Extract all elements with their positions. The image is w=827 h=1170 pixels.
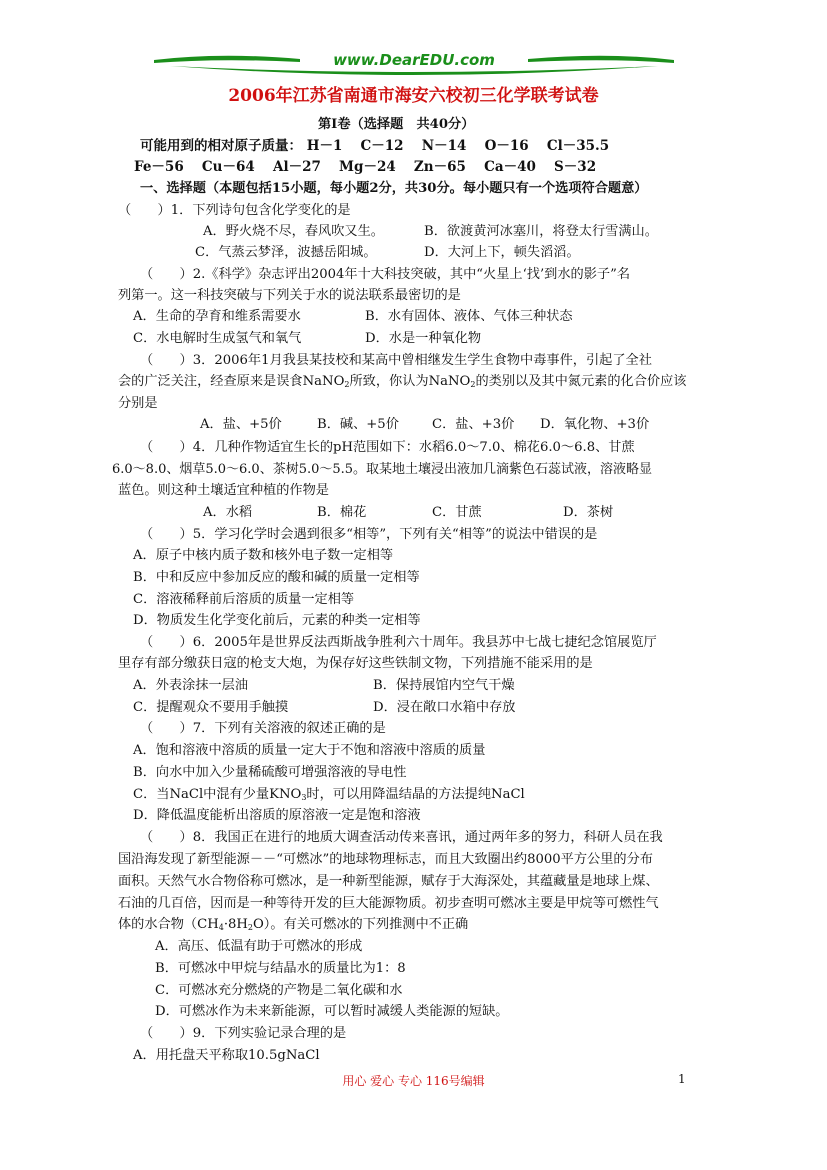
footer-editor-note: 用心 爱心 专心 116号编辑 <box>342 1074 485 1088</box>
q8-stem-line-3: 面积。天然气水合物俗称可燃冰，是一种新型能源，赋存于大海深处，其蕴藏量是地球上煤、 <box>118 874 659 889</box>
q8-stem-line-4: 石油的几百倍，因而是一种等待开发的巨大能源物质。初步查明可燃冰主要是甲烷等可燃性气 <box>118 896 659 911</box>
q5-option-a: A．原子中核内质子数和核外电子数一定相等 <box>133 548 394 563</box>
exam-title: 2006年江苏省南通市海安六校初三化学联考试卷 <box>228 86 599 106</box>
q6-stem-line-2: 里存有部分缴获日寇的枪支大炮，为保存好这些铁制文物，下列措施不能采用的是 <box>118 656 593 671</box>
q6-option-d: D．浸在敞口水箱中存放 <box>373 700 516 715</box>
q7-stem: （ ）7．下列有关溶液的叙述正确的是 <box>140 721 386 736</box>
q8-stem-line-1: （ ）8．我国正在进行的地质大调查活动传来喜讯，通过两年多的努力，科研人员在我 <box>140 830 663 845</box>
q3-stem-line-2: 会的广泛关注，经查原来是误食NaNO$_2$所致，你认为NaNO$_2$的类别以及其中氮元素的化合价应该 <box>118 374 687 389</box>
q3-option-b: B．碱、+5价 <box>317 417 399 432</box>
q8-stem-line-2: 国沿海发现了新型能源－－“可燃冰”的地球物理标志，而且大致圈出约8000平方公里的分布 <box>118 852 653 867</box>
q8-option-b: B．可燃冰中甲烷与结晶水的质量比为1：8 <box>155 961 406 976</box>
q8-option-c: C．可燃冰充分燃烧的产物是二氧化碳和水 <box>155 983 403 998</box>
q4-option-d: D．茶树 <box>563 505 614 520</box>
q2-stem-line-1: （ ）2.《科学》杂志评出2004年十大科技突破，其中“火星上‘找’到水的影子”名 <box>140 267 631 282</box>
q2-option-c: C．水电解时生成氢气和氧气 <box>133 331 302 346</box>
q3-stem-line-1: （ ）3．2006年1月我县某技校和某高中曾相继发生学生食物中毒事件，引起了全社 <box>140 353 652 368</box>
site-url: www.DearEDU.com <box>333 51 495 69</box>
q7-option-a: A．饱和溶液中溶质的质量一定大于不饱和溶液中溶质的质量 <box>133 743 486 758</box>
atomic-masses-line-2: Fe－56 Cu－64 Al－27 Mg－24 Zn－65 Ca－40 S－32 <box>134 159 597 175</box>
atomic-masses-line-1: 可能用到的相对原子质量： H－1 C－12 N－14 O－16 Cl－35.5 <box>140 138 610 154</box>
q5-option-c: C．溶液稀释前后溶质的质量一定相等 <box>133 592 355 607</box>
q3-option-d: D．氧化物、+3价 <box>540 417 650 432</box>
q3-option-a: A．盐、+5价 <box>200 417 282 432</box>
q6-option-c: C．提醒观众不要用手触摸 <box>133 700 289 715</box>
q1-option-a: A．野火烧不尽，春风吹又生。 <box>203 224 384 239</box>
q2-option-d: D．水是一种氧化物 <box>365 331 482 346</box>
q4-option-b: B．棉花 <box>317 505 367 520</box>
q3-option-c: C．盐、+3价 <box>432 417 515 432</box>
q6-option-a: A．外表涂抹一层油 <box>133 678 249 693</box>
q4-stem-line-3: 蓝色。则这种土壤适宜种植的作物是 <box>118 483 329 498</box>
q5-option-b: B．中和反应中参加反应的酸和碱的质量一定相等 <box>133 570 420 585</box>
q5-stem: （ ）5．学习化学时会遇到很多“相等”，下列有关“相等”的说法中错误的是 <box>140 527 598 542</box>
q4-option-c: C．甘蔗 <box>432 505 482 520</box>
q6-stem-line-1: （ ）6．2005年是世界反法西斯战争胜利六十周年。我县苏中七战七捷纪念馆展览厅 <box>140 635 657 650</box>
q1-option-d: D．大河上下，顿失滔滔。 <box>424 245 580 260</box>
q7-option-d: D．降低温度能析出溶质的原溶液一定是饱和溶液 <box>133 808 421 823</box>
site-header-banner <box>150 50 678 84</box>
part1-heading: 一、选择题（本题包括15小题，每小题2分，共30分。每小题只有一个选项符合题意） <box>140 181 648 196</box>
page-number: 1 <box>678 1072 686 1086</box>
q2-option-b: B．水有固体、液体、气体三种状态 <box>365 309 573 324</box>
q6-option-b: B．保持展馆内空气干燥 <box>373 678 515 693</box>
q7-option-b: B．向水中加入少量稀硫酸可增强溶液的导电性 <box>133 765 407 780</box>
q7-option-c: C．当NaCl中混有少量$KNO_3$时，可以用降温结晶的方法提纯NaCl <box>133 787 525 802</box>
q3-stem-line-3: 分别是 <box>118 396 158 411</box>
q8-option-d: D．可燃冰作为未来新能源，可以暂时减缓人类能源的短缺。 <box>155 1004 509 1019</box>
q5-option-d: D．物质发生化学变化前后，元素的种类一定相等 <box>133 613 421 628</box>
q4-stem-line-2: 6.0～8.0、烟草5.0～6.0、茶树5.0～5.5。取某地土壤浸出液加几滴紫色石蕊试液，溶液略显 <box>112 462 653 477</box>
q1-option-b: B．欲渡黄河冰塞川，将登太行雪满山。 <box>424 224 658 239</box>
q8-option-a: A．高压、低温有助于可燃冰的形成 <box>155 939 363 954</box>
q9-option-a: A．用托盘天平称取10.5gNaCl <box>133 1048 320 1063</box>
section-title: 第Ⅰ卷（选择题 共40分） <box>318 117 475 132</box>
q1-stem: （ ）1．下列诗句包含化学变化的是 <box>118 203 351 218</box>
q8-stem-line-5: 体的水合物$(CH_4\cdot 8H_2O)$。有关可燃冰的下列推测中不正确 <box>118 917 469 932</box>
q1-option-c: C．气蒸云梦泽，波撼岳阳城。 <box>195 245 377 260</box>
q2-option-a: A．生命的孕育和维系需要水 <box>133 309 301 324</box>
q2-stem-line-2: 列第一。这一科技突破与下列关于水的说法联系最密切的是 <box>118 288 461 303</box>
q4-option-a: A．水稻 <box>203 505 253 520</box>
q9-stem: （ ）9．下列实验记录合理的是 <box>140 1026 347 1041</box>
q4-stem-line-1: （ ）4．几种作物适宜生长的pH范围如下：水稻6.0～7.0、棉花6.0～6.8、甘蔗 <box>140 440 635 455</box>
